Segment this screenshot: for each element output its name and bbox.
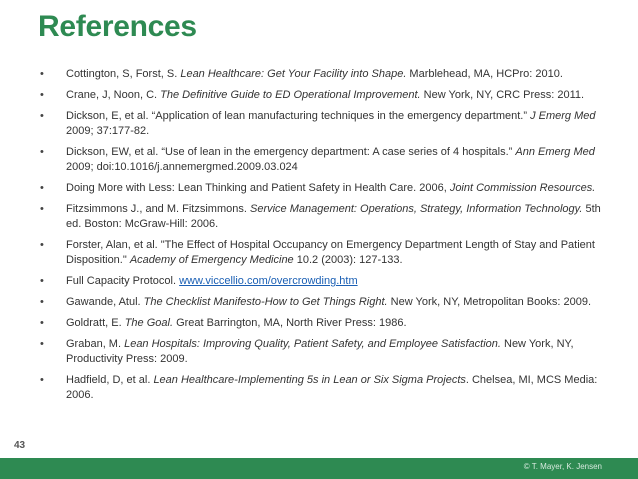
ref-italic: Lean Healthcare-Implementing 5s in Lean or Six Sigma Projects <box>153 374 466 386</box>
ref-text: Full Capacity Protocol. <box>66 275 180 287</box>
overcrowding-link[interactable]: www.viccellio.com/overcrowding.htm <box>179 275 358 287</box>
list-item <box>40 337 610 367</box>
ref-text: Fitzsimmons J., and M. Fitzsimmons. <box>66 203 250 215</box>
ref-italic: Lean Healthcare: Get Your Facility into Shape. <box>180 68 407 80</box>
ref-italic: J Emerg Med <box>530 110 596 122</box>
bullet-icon: • <box>40 239 44 251</box>
list-item <box>40 238 610 268</box>
ref-text: Gawande, Atul. <box>66 296 144 308</box>
ref-text: Doing More with Less: Lean Thinking and Patient Safety in Health Care. 2006, <box>66 182 450 194</box>
page-number: 43 <box>14 440 26 451</box>
list-item <box>40 295 610 310</box>
bullet-icon: • <box>40 275 44 287</box>
ref-text: Dickson, E, et al. “Application of lean manufacturing techniques in the emergency department.” <box>66 110 531 122</box>
bullet-icon: • <box>40 296 44 308</box>
bullet-icon: • <box>40 338 44 350</box>
ref-text: Crane, J, Noon, C. <box>66 89 161 101</box>
bullet-icon: • <box>40 182 44 194</box>
ref-italic: The Checklist Manifesto-How to Get Things Right. <box>143 296 388 308</box>
ref-text: New York, NY, CRC Press: 2011. <box>420 89 585 101</box>
ref-text: 2009; doi:10.1016/j.annemergmed.2009.03.024 <box>66 161 298 173</box>
reference-list <box>40 67 610 409</box>
ref-italic: Service Management: Operations, Strategy, Information Technology. <box>249 203 583 215</box>
list-item <box>40 145 610 175</box>
ref-italic: Academy of Emergency Medicine <box>129 254 294 266</box>
bullet-icon: • <box>40 374 44 386</box>
ref-italic: The Goal. <box>124 317 174 329</box>
ref-text: Graban, M. <box>66 338 125 350</box>
bullet-icon: • <box>40 89 44 101</box>
ref-text: Cottington, S, Forst, S. <box>66 68 181 80</box>
list-item <box>40 67 610 82</box>
list-item <box>40 202 610 232</box>
ref-italic: Ann Emerg Med <box>515 146 595 158</box>
bullet-icon: • <box>40 317 44 329</box>
page-title: References <box>38 10 197 43</box>
ref-italic: The Definitive Guide to ED Operational Improvement. <box>160 89 421 101</box>
bullet-icon: • <box>40 203 44 215</box>
ref-text: 10.2 (2003): 127-133. <box>293 254 403 266</box>
ref-text: 2009; 37:177-82. <box>66 125 150 137</box>
footer-bar <box>0 458 638 479</box>
ref-text: Forster, Alan, et al. "The Effect of Hospital Occupancy on Emergency Department Length of Stay and Patient Disposition." <box>66 239 595 266</box>
bullet-icon: • <box>40 110 44 122</box>
ref-text: Hadfield, D, et al. <box>66 374 154 386</box>
bullet-icon: • <box>40 146 44 158</box>
bullet-icon: • <box>40 68 44 80</box>
ref-text: New York, NY, Metropolitan Books: 2009. <box>387 296 592 308</box>
list-item <box>40 316 610 331</box>
copyright-text: © T. Mayer, K. Jensen <box>523 462 602 471</box>
ref-text: Marblehead, MA, HCPro: 2010. <box>406 68 563 80</box>
ref-text: Goldratt, E. <box>66 317 125 329</box>
ref-text: Great Barrington, MA, North River Press: 1986. <box>173 317 407 329</box>
ref-text: New York, NY, Productivity Press: 2009. <box>66 338 574 365</box>
ref-text: 5th ed. Boston: McGraw-Hill: 2006. <box>66 203 601 230</box>
ref-text: Dickson, EW, et al. “Use of lean in the emergency department: A case series of 4 hospitals.” <box>66 146 516 158</box>
ref-italic: Joint Commission Resources. <box>449 182 596 194</box>
list-item <box>40 373 610 403</box>
list-item <box>40 88 610 103</box>
list-item <box>40 181 610 196</box>
ref-italic: Lean Hospitals: Improving Quality, Patient Safety, and Employee Satisfaction. <box>124 338 501 350</box>
list-item <box>40 109 610 139</box>
list-item <box>40 274 610 289</box>
ref-text: . Chelsea, MI, MCS Media: 2006. <box>66 374 598 401</box>
